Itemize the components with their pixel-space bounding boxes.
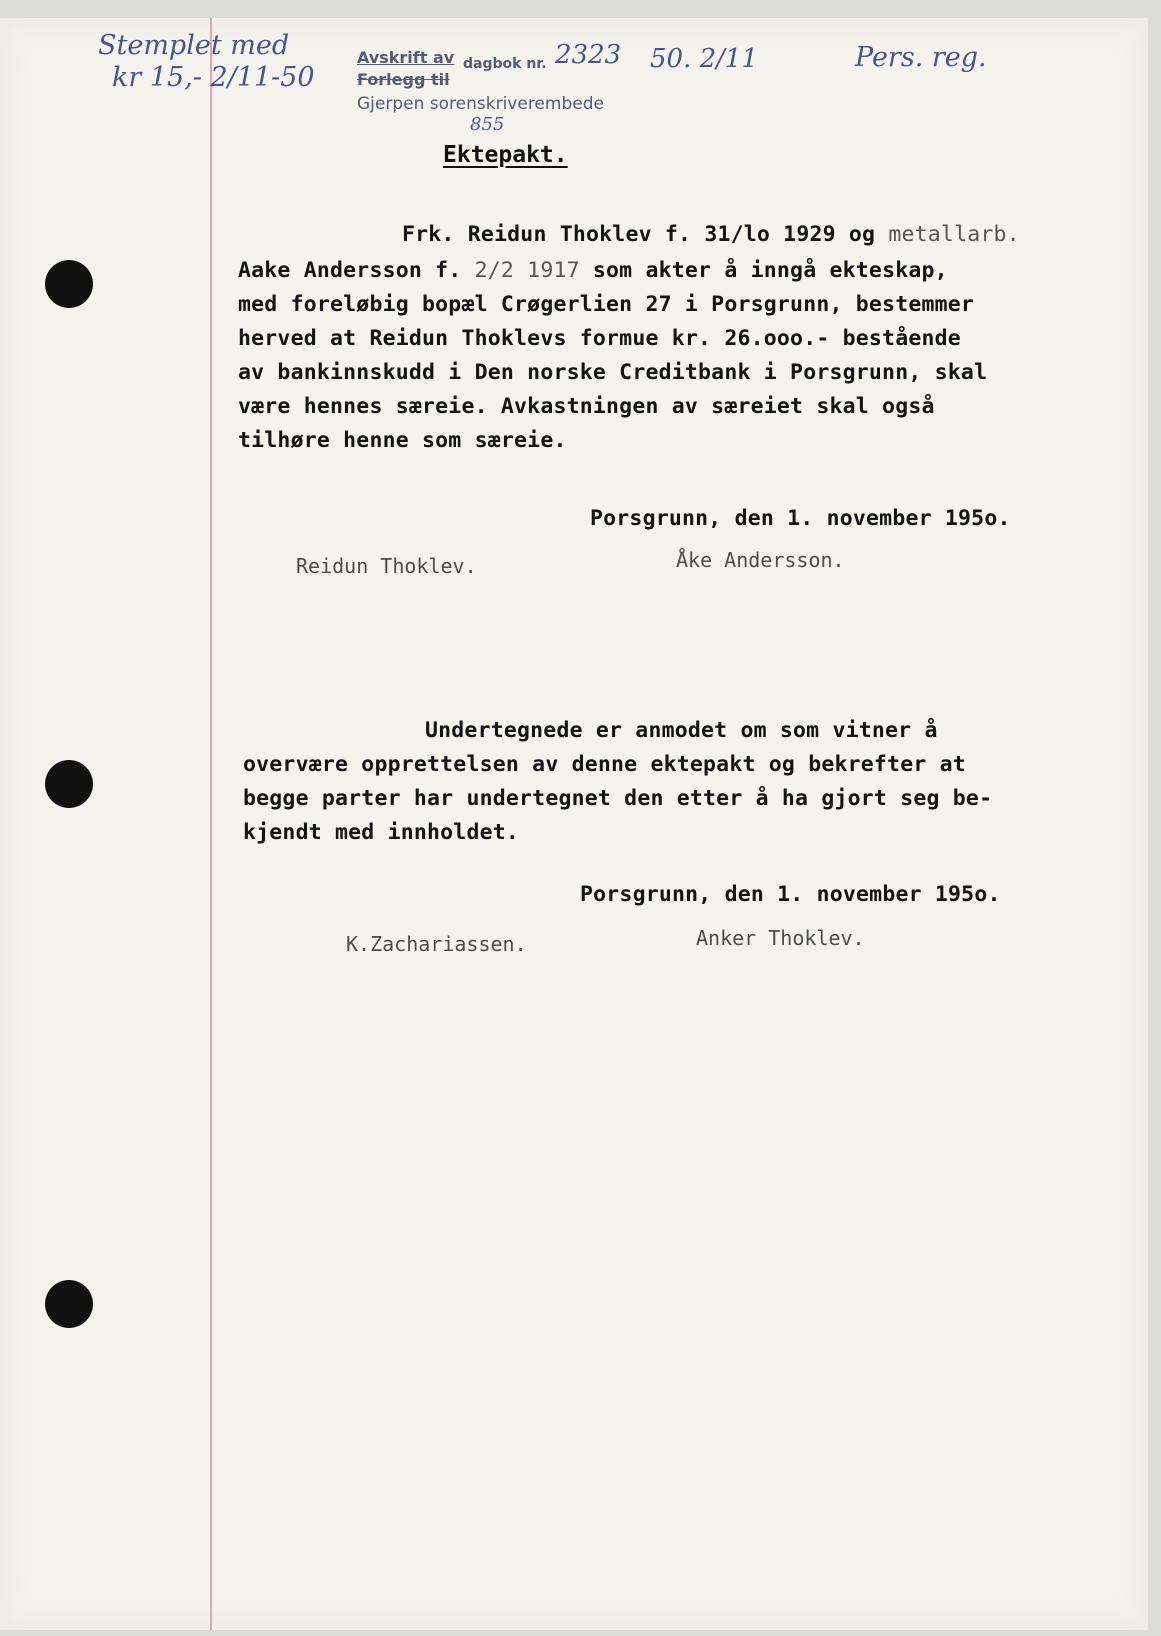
body-typed-insert: metallarb. <box>888 222 1020 247</box>
body-line: være hennes særeie. Avkastningen av særeiet skal også <box>238 394 935 419</box>
witness-line: begge parter har undertegnet den etter å ha gjort seg be- <box>243 786 993 811</box>
body-text: Aake Andersson f. <box>238 258 475 283</box>
punch-hole-icon <box>45 760 93 808</box>
body-typed-insert: 2/2 1917 <box>474 258 580 283</box>
body-line: herved at Reidun Thoklevs formue kr. 26.ooo.- bestående <box>238 326 961 351</box>
body-line <box>238 258 948 283</box>
handwritten-note-line1: Stemplet med <box>98 30 290 61</box>
journal-number: 2323 <box>555 40 622 70</box>
body-text: Frk. Reidun Thoklev f. 31/lo 1929 og <box>402 222 889 247</box>
body-text: som akter å inngå ekteskap, <box>579 258 948 283</box>
stamp-label: Avskrift av <box>357 48 455 67</box>
journal-date: 50. 2/11 <box>650 44 758 74</box>
punch-hole-icon <box>45 260 93 308</box>
witness-line: Undertegnede er anmodet om som vitner å <box>425 718 938 743</box>
date-line: Porsgrunn, den 1. november 195o. <box>590 506 1011 531</box>
handwritten-registration-note: Pers. reg. <box>855 42 987 73</box>
stamp-label-journal: dagbok nr. <box>463 56 547 72</box>
signature-ake: Åke Andersson. <box>676 548 845 572</box>
document-title: Ektepakt. <box>443 142 568 168</box>
punch-hole-icon <box>45 1280 93 1328</box>
signature-witness-zachariassen: K.Zachariassen. <box>346 932 527 956</box>
body-line: med foreløbig bopæl Crøgerlien 27 i Porsgrunn, bestemmer <box>238 292 975 317</box>
body-line: tilhøre henne som særeie. <box>238 428 567 453</box>
body-line <box>402 222 1020 247</box>
page-number: 855 <box>470 114 505 135</box>
witness-line: overvære opprettelsen av denne ektepakt og bekrefter at <box>243 752 966 777</box>
signature-witness-anker: Anker Thoklev. <box>696 926 865 950</box>
document-page <box>0 18 1148 1630</box>
stamp-struck-label: Forlegg til <box>357 70 450 89</box>
signature-reidun: Reidun Thoklev. <box>296 554 477 578</box>
body-line: av bankinnskudd i Den norske Creditbank i Porsgrunn, skal <box>238 360 988 385</box>
margin-rule <box>210 18 212 1630</box>
handwritten-note-line2: kr 15,- 2/11-50 <box>112 62 315 93</box>
date-line: Porsgrunn, den 1. november 195o. <box>580 882 1001 907</box>
stamp-office: Gjerpen sorenskriverembede <box>357 94 604 114</box>
witness-line: kjendt med innholdet. <box>243 820 520 845</box>
